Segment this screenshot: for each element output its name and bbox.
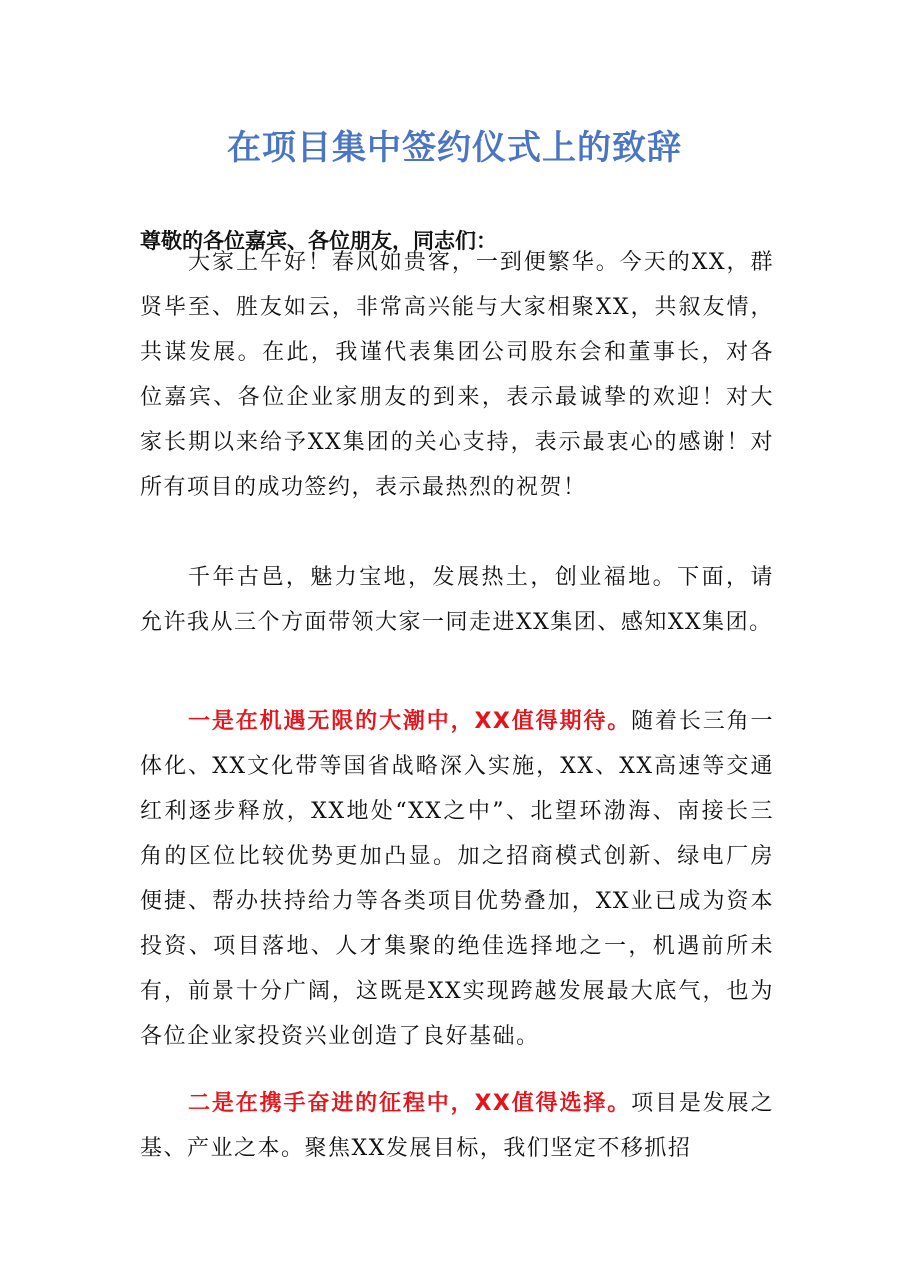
paragraph-4: [140, 1081, 774, 1171]
paragraph-3-block: [140, 699, 774, 1059]
section-heading-2: 二是在携手奋进的征程中，XX值得选择。: [188, 1091, 632, 1116]
paragraph-4-text: 项目是发展之基、产业之本。聚焦XX发展目标，我们坚定不移抓招: [140, 1091, 774, 1161]
paragraph-1-block: [140, 240, 774, 510]
section-heading-1: 一是在机遇无限的大潮中，XX值得期待。: [188, 709, 632, 734]
paragraph-4-block: [140, 1081, 774, 1171]
document-title: 在项目集中签约仪式上的致辞: [227, 128, 682, 168]
paragraph-1: 大家上午好！春风如贵客，一到便繁华。今天的XX，群贤毕至、胜友如云，非常高兴能与大家相聚XX，共叙友情，共谋发展。在此，我谨代表集团公司股东会和董事长，对各位嘉宾、各位企业家朋友的到来，表示最诚挚的欢迎！对大家长期以来给予XX集团的关心支持，表示最衷心的感谢！对所有项目的成功签约，表示最热烈的祝贺！: [140, 250, 774, 500]
paragraph-3: [140, 699, 774, 1059]
paragraph-2-block: [140, 555, 774, 645]
paragraph-3-text: 随着长三角一体化、XX文化带等国省战略深入实施，XX、XX高速等交通红利逐步释放，XX地处“XX之中”、北望环渤海、南接长三角的区位比较优势更加凸显。加之招商模式创新、绿电厂房便捷、帮办扶持给力等各类项目优势叠加，XX业已成为资本投资、项目落地、人才集聚的绝佳选择地之一，机遇前所未有，前景十分广阔，这既是XX实现跨越发展最大底气，也为各位企业家投资兴业创造了良好基础。: [140, 709, 774, 1049]
salutation: 尊敬的各位嘉宾、各位朋友，同志们：: [140, 229, 497, 253]
paragraph-2: 千年古邑，魅力宝地，发展热土，创业福地。下面，请允许我从三个方面带领大家一同走进XX集团、感知XX集团。: [140, 565, 774, 635]
